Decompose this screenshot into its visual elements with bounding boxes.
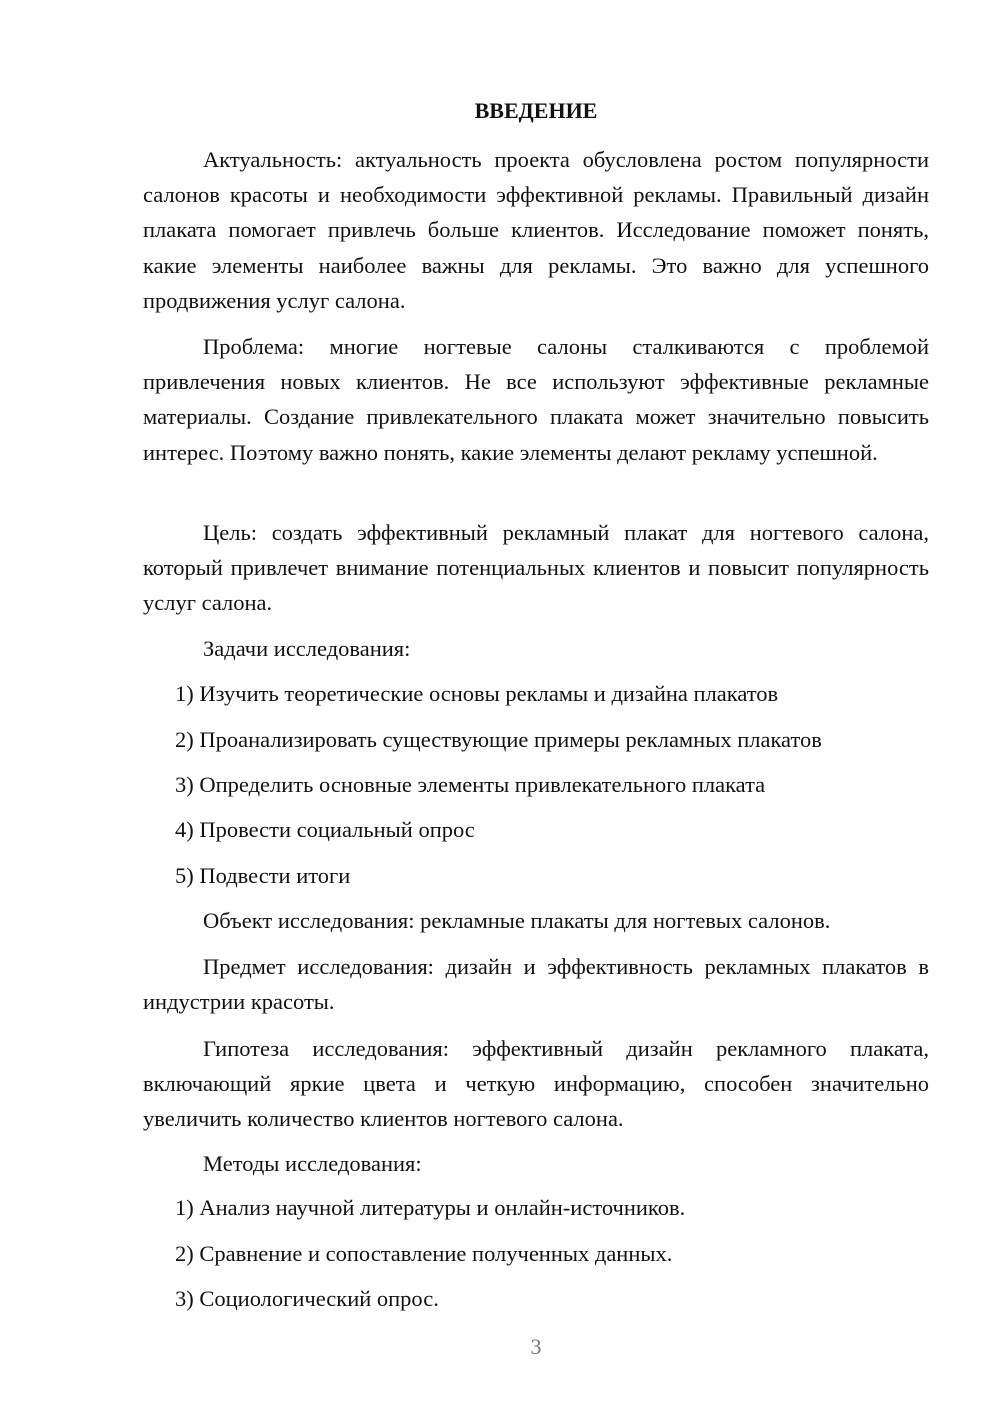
section-title: ВВЕДЕНИЕ [474,98,598,123]
method-item: 1) Анализ научной литературы и онлайн-источников. [175,1195,686,1220]
task-item: 1) Изучить теоретические основы рекламы и дизайна плакатов [175,681,779,706]
paragraph-problem: Проблема: многие ногтевые салоны сталкиваются с проблемой привлечения новых клиентов. Не все используют эффективные рекламные материалы. Создание привлекательного плаката может значительно повысить интерес. Поэтому важно понять, какие элементы делают рекламу успешной. [143,334,929,465]
paragraph-relevance: Актуальность: актуальность проекта обусловлена ростом популярности салонов красоты и необходимости эффективной рекламы. Правильный дизайн плаката помогает привлечь больше клиентов. Исследование поможет понять, какие элементы наиболее важны для рекламы. Это важно для успешного продвижения услуг салона. [143,147,929,313]
task-item: 5) Подвести итоги [175,863,351,888]
paragraph-hypothesis: Гипотеза исследования: эффективный дизайн рекламного плаката, включающий яркие цвета и четкую информацию, способен значительно увеличить количество клиентов ногтевого салона. [143,1036,929,1132]
task-item: 4) Провести социальный опрос [175,817,475,842]
methods-heading: Методы исследования: [203,1151,422,1176]
method-item: 3) Социологический опрос. [175,1286,439,1311]
paragraph-object: Объект исследования: рекламные плакаты для ногтевых салонов. [203,908,831,933]
page-number: 3 [530,1334,542,1359]
task-item: 3) Определить основные элементы привлекательного плаката [175,772,766,797]
tasks-heading: Задачи исследования: [203,636,411,661]
task-item: 2) Проанализировать существующие примеры рекламных плакатов [175,727,822,752]
method-item: 2) Сравнение и сопоставление полученных данных. [175,1241,673,1266]
paragraph-subject: Предмет исследования: дизайн и эффективность рекламных плакатов в индустрии красоты. [143,954,929,1015]
paragraph-goal: Цель: создать эффективный рекламный плакат для ногтевого салона, который привлечет внимание потенциальных клиентов и повысит популярность услуг салона. [143,520,929,616]
